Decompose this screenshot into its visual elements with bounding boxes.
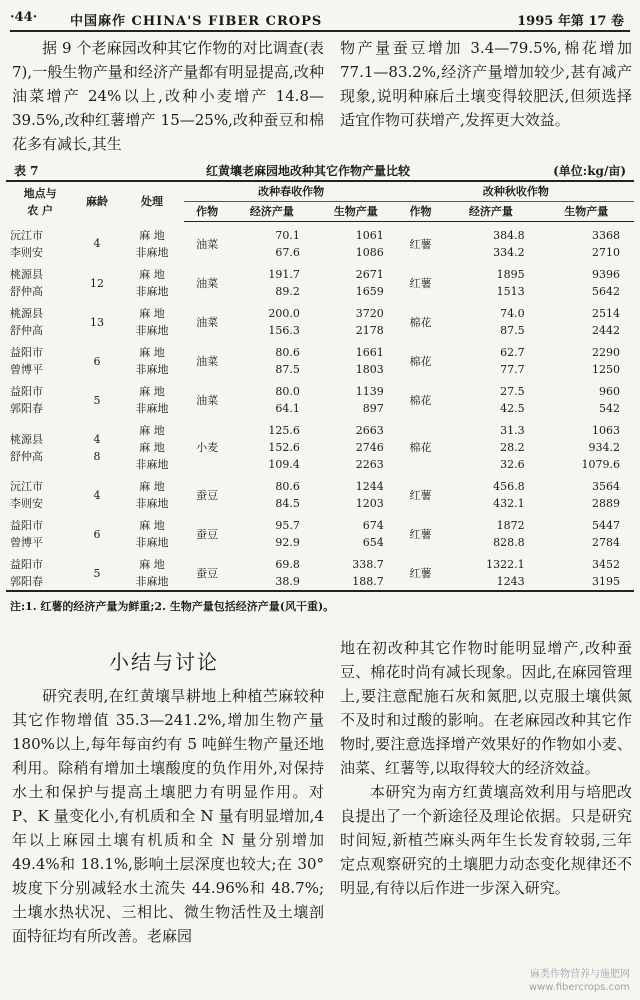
col-header-crop: 作物: [184, 202, 229, 222]
table-cell: 27.5: [500, 385, 525, 398]
table-cell: 200.0: [268, 307, 300, 320]
table-cell: 80.0: [275, 385, 300, 398]
table-cell: 28.2: [500, 441, 525, 454]
table-cell: 4: [93, 237, 101, 251]
table-cell: 64.1: [275, 402, 300, 415]
table-cell: 2178: [355, 324, 384, 337]
table-cell: 4: [93, 488, 101, 502]
table-cell: 69.8: [275, 558, 300, 571]
col-header-treatment: 处理: [141, 195, 164, 209]
table-cell: 1061: [355, 229, 384, 242]
table-cell: 非麻地: [135, 402, 169, 415]
table-cell: 1872: [496, 519, 525, 532]
table-cell: 432.1: [493, 497, 525, 510]
table-cell: 蚕豆: [196, 566, 219, 580]
table-cell: 87.5: [500, 324, 525, 337]
table-cell: 6: [93, 527, 101, 541]
table-row: [6, 378, 634, 400]
table-cell: 1063: [592, 424, 620, 437]
table-cell: 5: [93, 566, 101, 580]
table-cell: 109.4: [268, 458, 300, 471]
table-cell: 80.6: [275, 480, 300, 493]
table-cell: 3564: [592, 480, 620, 493]
col-header-location: 地点与 农 户: [23, 186, 57, 217]
paragraph: 研究表明,在红黄壤旱耕地上种植苎麻较种其它作物增值 35.3—241.2%,增加生物产量 180%以上,每年每亩约有 5 吨鲜生物产量还地利用。除稍有增加土壤酸度的负作用外,对保持水土和保护与提高土壤肥力有明显作用。对 P、K 量变化小,有机质和全 N 量有明显增加,4 年以上麻园土壤有机质和全 N 量分别增加 49.4%和 18.1%,影响土层深度也较大;在 30°坡度下分别减轻水土流失 44.96%和 48.7%;土壤水热状况、三相比、微生物活性及土壤剖面特征均有所改善。老麻园: [12, 687, 324, 945]
table-cell: 红薯: [409, 488, 432, 502]
table-cell: 麻 地: [139, 558, 165, 571]
table-cell: 2663: [355, 424, 384, 437]
table-cell: 油菜: [196, 315, 219, 329]
watermark: 麻类作物营养与施肥网 www.fibercrops.com: [528, 969, 630, 993]
table-cell-location: 桃源县 舒仲高: [10, 268, 43, 298]
table-cell: 5642: [592, 285, 620, 298]
table-cell: 188.7: [352, 575, 384, 588]
table-cell: 384.8: [493, 229, 525, 242]
table-cell: 非麻地: [135, 536, 169, 549]
table-cell: 2263: [355, 458, 384, 471]
table-cell: 1086: [355, 246, 384, 259]
table-cell: 4 8: [93, 432, 101, 463]
col-header-autumn: 改种秋收作物: [398, 181, 634, 202]
table-cell: 1803: [355, 363, 384, 376]
table-cell: 9396: [592, 268, 620, 281]
table-cell: 1250: [592, 363, 620, 376]
table-cell: 油菜: [196, 276, 219, 290]
table-cell: 70.1: [275, 229, 300, 242]
table-cell: 31.3: [500, 424, 525, 437]
table-cell: 2514: [592, 307, 620, 320]
table-cell: 95.7: [275, 519, 300, 532]
table-cell: 84.5: [275, 497, 300, 510]
table-cell: 2889: [592, 497, 620, 510]
table-cell: 2784: [592, 536, 620, 549]
table-cell: 棉花: [409, 393, 432, 407]
page-number: ·44·: [10, 10, 38, 25]
table-cell: 1661: [355, 346, 384, 359]
table-row: [6, 261, 634, 283]
table-cell: 棉花: [409, 441, 432, 454]
section-title: 小结与讨论: [109, 650, 219, 674]
table-cell: 红薯: [409, 566, 432, 580]
col-header-spring: 改种春收作物: [184, 181, 397, 202]
table-cell: 小麦: [196, 441, 219, 454]
paragraph: 本研究为南方红黄壤高效利用与培肥改良提出了一个新途径及理论依据。只是研究时间短,新植苎麻头两年生长发育较弱,三年定点观察研究的土壤肥力动态变化规律还不明显,有待以后作进一步深入研究。: [340, 783, 632, 897]
table-cell: 油菜: [196, 354, 219, 368]
col-header-econ: 经济产量: [230, 202, 314, 222]
journal-title: 中国麻作 CHINA'S FIBER CROPS: [70, 14, 323, 29]
yield-table: [6, 180, 634, 592]
table-cell: 棉花: [409, 354, 432, 368]
table-cell: 麻 地: [139, 424, 165, 437]
table-cell: 油菜: [196, 393, 219, 407]
table-cell: 828.8: [493, 536, 525, 549]
table-cell: 1203: [355, 497, 384, 510]
table-cell: 非麻地: [135, 285, 169, 298]
table-cell: 非麻地: [135, 497, 169, 510]
table-row: [6, 551, 634, 573]
table-cell: 2746: [355, 441, 384, 454]
table-cell: 1243: [496, 575, 525, 588]
table-cell: 62.7: [500, 346, 525, 359]
table-cell: 542: [599, 402, 620, 415]
page-header: [10, 8, 630, 32]
table-cell: 2442: [592, 324, 620, 337]
table-row: [6, 417, 634, 439]
table-cell: 红薯: [409, 276, 432, 290]
table-cell: 3720: [355, 307, 384, 320]
table-cell: 1659: [355, 285, 384, 298]
table-cell: 3452: [592, 558, 620, 571]
table-cell: 蚕豆: [196, 488, 219, 502]
table-cell-location: 沅江市 李则安: [10, 228, 43, 259]
col-header-age: 麻龄: [85, 195, 108, 209]
paragraph: 据 9 个老麻园改种其它作物的对比调查(表 7),一般生物产量和经济产量都有明显提高,改种油菜增产 24%以上,改种小麦增产 14.8—39.5%,改种红薯增产 15—25%,改种蚕豆和棉花多有减长,其生: [12, 39, 324, 153]
table-row: [6, 339, 634, 361]
table-cell: 红薯: [409, 237, 432, 251]
table-cell: 67.6: [275, 246, 300, 259]
table-cell: 87.5: [275, 363, 300, 376]
table-cell: 非麻地: [135, 363, 169, 376]
table-cell: 74.0: [500, 307, 525, 320]
table-cell: 1895: [496, 268, 525, 281]
table-cell: 89.2: [275, 285, 300, 298]
table-cell: 麻 地: [139, 228, 165, 242]
table-cell: 麻 地: [139, 268, 165, 281]
table-cell: 2671: [355, 268, 384, 281]
bottom-right-column: [340, 636, 632, 900]
table-cell: 338.7: [352, 558, 384, 571]
table-body: [6, 222, 634, 592]
table-cell-location: 益阳市 郭阳春: [10, 385, 43, 415]
table-cell: 麻 地: [139, 385, 165, 398]
table-cell-location: 桃源县 舒仲高: [10, 432, 43, 463]
table-title: 红黄壤老麻园地改种其它作物产量比较: [206, 164, 411, 178]
table-cell-location: 桃源县 舒仲高: [10, 307, 43, 337]
table-unit: (单位:kg/亩): [553, 164, 626, 178]
paragraph: 地在初改种其它作物时能明显增产,改种蚕豆、棉花时尚有减长现象。因此,在麻园管理上,要注意配施石灰和氮肥,以克服土壤供氮不及时和过酸的影响。在老麻园改种其它作物时,要注意选择增产效果好的作物如小麦、油菜、红薯等,以取得较大的经济效益。: [340, 639, 632, 777]
table-cell: 麻 地: [139, 441, 165, 454]
table-cell: 非麻地: [135, 324, 169, 337]
table-caption: [6, 160, 634, 180]
table-cell: 334.2: [493, 246, 525, 259]
table-cell: 蚕豆: [196, 527, 219, 541]
table-row: [6, 512, 634, 534]
table-cell-location: 沅江市 李则安: [10, 480, 43, 510]
table-cell: 麻 地: [139, 519, 165, 532]
table-cell: 674: [362, 519, 384, 532]
table-row: [6, 300, 634, 322]
top-right-column: [340, 36, 632, 132]
table-cell: 1322.1: [486, 558, 525, 571]
table-cell: 654: [362, 536, 384, 549]
table-cell: 934.2: [588, 441, 620, 454]
volume-info: 1995 年第 17 卷: [517, 14, 624, 29]
table-cell: 非麻地: [135, 246, 169, 259]
table-7: [6, 160, 634, 592]
table-cell: 12: [89, 276, 104, 290]
table-cell: 麻 地: [139, 480, 165, 493]
table-cell: 油菜: [196, 237, 219, 251]
table-cell: 1244: [355, 480, 384, 493]
table-cell: 156.3: [268, 324, 300, 337]
table-cell: 191.7: [268, 268, 300, 281]
table-cell: 非麻地: [135, 575, 169, 588]
paragraph: 物产量蚕豆增加 3.4—79.5%,棉花增加 77.1—83.2%,经济产量增加较少,甚有减产现象,说明种麻后土壤变得较肥沃,但须选择适宜作物可获增产,发挥更大效益。: [340, 39, 632, 129]
table-cell: 42.5: [500, 402, 525, 415]
table-cell: 77.7: [500, 363, 525, 376]
table-cell: 麻 地: [139, 346, 165, 359]
table-cell: 麻 地: [139, 307, 165, 320]
table-cell: 897: [362, 402, 384, 415]
table-cell: 3368: [592, 229, 620, 242]
table-cell: 125.6: [268, 424, 300, 437]
table-cell: 3195: [592, 575, 620, 588]
table-cell-location: 益阳市 郭阳春: [10, 558, 43, 588]
table-row: [6, 473, 634, 495]
table-cell: 38.9: [275, 575, 300, 588]
col-header-econ: 经济产量: [443, 202, 538, 222]
table-cell: 棉花: [409, 315, 432, 329]
bottom-left-column: [12, 684, 324, 948]
table-cell: 1513: [496, 285, 525, 298]
table-cell: 32.6: [500, 458, 525, 471]
table-cell: 2710: [592, 246, 620, 259]
table-cell: 1139: [355, 385, 384, 398]
table-cell: 92.9: [275, 536, 300, 549]
table-cell-location: 益阳市 曾博平: [10, 346, 43, 376]
table-cell: 红薯: [409, 527, 432, 541]
table-cell: 非麻地: [135, 458, 169, 471]
table-cell: 960: [599, 385, 620, 398]
table-cell: 5: [93, 393, 101, 407]
col-header-crop: 作物: [398, 202, 443, 222]
table-cell: 13: [89, 315, 104, 329]
col-header-bio: 生物产量: [314, 202, 398, 222]
table-cell: 6: [93, 354, 101, 368]
table-cell-location: 益阳市 曾博平: [10, 519, 43, 549]
col-header-bio: 生物产量: [539, 202, 634, 222]
table-cell: 5447: [592, 519, 620, 532]
table-number: 表 7: [14, 164, 39, 178]
table-cell: 80.6: [275, 346, 300, 359]
table-cell: 2290: [592, 346, 620, 359]
table-cell: 1079.6: [581, 458, 620, 471]
table-row: [6, 222, 634, 245]
table-note: 注:1. 红薯的经济产量为鲜重;2. 生物产量包括经济产量(风干重)。: [10, 600, 335, 613]
table-cell: 152.6: [268, 441, 300, 454]
top-left-column: [12, 36, 324, 156]
table-cell: 456.8: [493, 480, 525, 493]
